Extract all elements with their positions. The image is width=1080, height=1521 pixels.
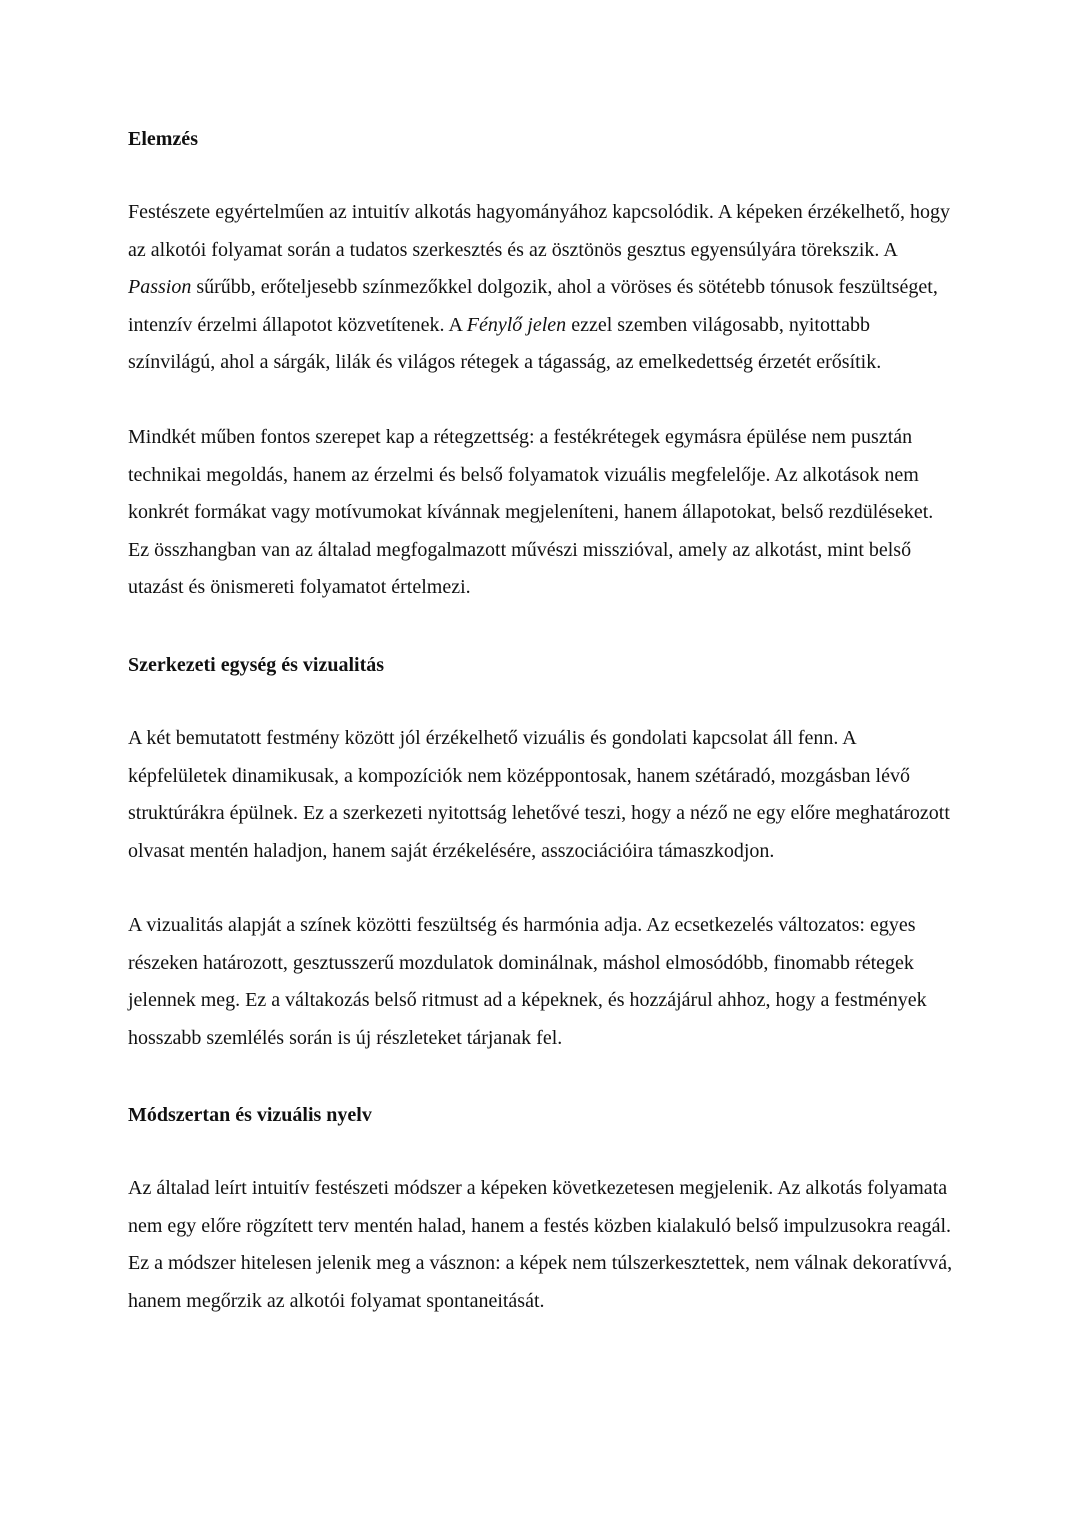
paragraph-text: sűrűbb, erőteljesebb színmezőkkel dolgozik, ahol a vöröses és sötétebb tónusok feszültséget, intenzív érzelmi állapotot közvetítenek. A	[128, 276, 938, 336]
artwork-title-passion: Passion	[128, 276, 192, 299]
paragraph-elemzes-2: Mindkét műben fontos szerepet kap a rétegzettség: a festékrétegek egymásra épülése nem pusztán technikai megoldás, hanem az érzelmi és belső folyamatok vizuális megfelelője. Az alkotások nem konkrét formákat vagy motívumokat kívánnak megjeleníteni, hanem állapotokat, belső rezdüléseket. Ez összhangban van az általad megfogalmazott művészi misszióval, amely az alkotást, mint belső utazást és önismereti folyamatot értelmezi.	[128, 426, 934, 599]
paragraph-elemzes-1	[128, 194, 958, 382]
section-heading-szerkezeti-egyseg: Szerkezeti egység és vizualitás	[128, 654, 385, 676]
section-heading-elemzes: Elemzés	[128, 128, 198, 150]
paragraph-szerkezeti-1: A két bemutatott festmény között jól érzékelhető vizuális és gondolati kapcsolat áll fenn. A képfelületek dinamikusak, a kompozíciók nem középpontosak, hanem szétáradó, mozgásban lévő struktúrákra épülnek. Ez a szerkezeti nyitottság lehetővé teszi, hogy a néző ne egy előre meghatározott olvasat mentén haladjon, hanem saját érzékelésére, asszociációira támaszkodjon.	[128, 727, 950, 862]
paragraph-szerkezeti-2: A vizualitás alapját a színek közötti feszültség és harmónia adja. Az ecsetkezelés változatos: egyes részeken határozott, gesztusszerű mozdulatok dominálnak, máshol elmosódóbb, finomabb rétegek jelennek meg. Ez a váltakozás belső ritmust ad a képeknek, és hozzájárul ahhoz, hogy a festmények hosszabb szemlélés során is új részleteket tárjanak fel.	[128, 914, 927, 1049]
paragraph-modszertan-1: Az általad leírt intuitív festészeti módszer a képeken következetesen megjelenik. Az alkotás folyamata nem egy előre rögzített terv mentén halad, hanem a festés közben kialakuló belső impulzusokra reagál. Ez a módszer hitelesen jelenik meg a vásznon: a képek nem túlszerkesztettek, nem válnak dekoratívvá, hanem megőrzik az alkotói folyamat spontaneitását.	[128, 1177, 953, 1312]
section-heading-modszertan: Módszertan és vizuális nyelv	[128, 1104, 372, 1126]
artwork-title-fenylo-jelen: Fénylő jelen	[466, 313, 567, 336]
paragraph-text: ezzel szemben világosabb, nyitottabb színvilágú, ahol a sárgák, lilák és világos rétegek a tágasság, az emelkedettség érzetét erősítik.	[128, 313, 882, 374]
paragraph-text: Festészete egyértelműen az intuitív alkotás hagyományához kapcsolódik. A képeken érzékelhető, hogy az alkotói folyamat során a tudatos szerkesztés és az ösztönös gesztus egyensúlyára törekszik. A	[128, 201, 950, 261]
